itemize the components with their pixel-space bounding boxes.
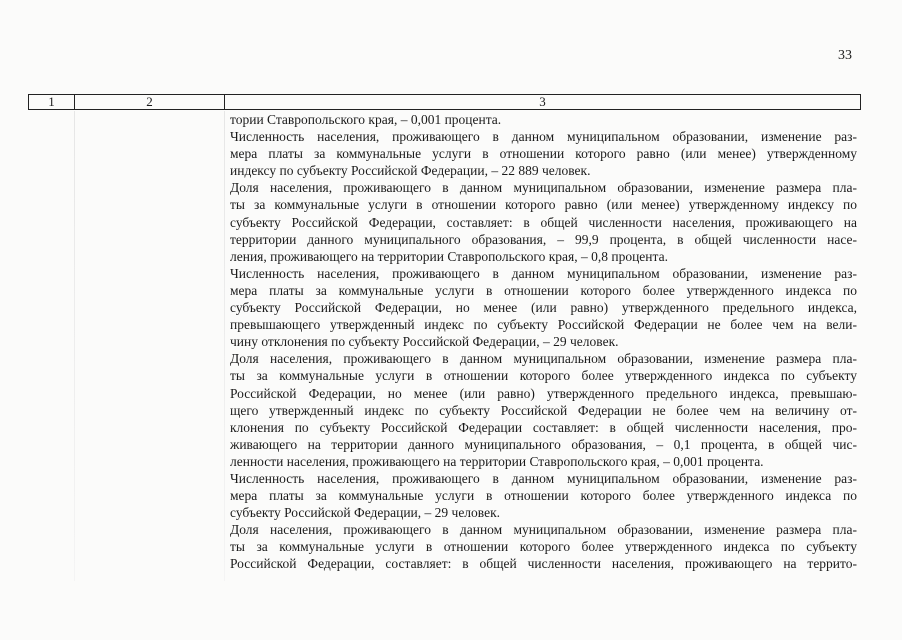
paragraph-line: ления, проживающего на территории Ставропольского края, – 0,8 процента. [230, 248, 668, 264]
paragraph-line: ты за коммунальные услуги в отношении которого более утвержденного индекса по субъекту [230, 368, 857, 384]
document-paragraph [230, 521, 857, 572]
column-header-2: 2 [75, 95, 225, 109]
paragraph-line: ты за коммунальные услуги в отношении которого более утвержденного индекса по субъекту [230, 539, 857, 555]
paragraph-line: клонения по субъекту Российской Федерации составляет: в общей численности населения, про- [230, 419, 857, 435]
paragraph-line: ленности населения, проживающего на территории Ставропольского края, – 0,001 процента. [230, 453, 764, 469]
paragraph-line: щего утвержденный индекс по субъекту Российской Федерации не более чем на величину от- [230, 402, 857, 418]
paragraph-line: субъекту Российской Федерации, составляет: в общей численности населения, проживающего на [230, 214, 857, 230]
table-header-row [28, 94, 861, 110]
paragraph-line: живающего на территории данного муниципального образования, – 0,1 процента, в общей чис- [230, 436, 857, 452]
document-paragraph [230, 350, 857, 470]
paragraph-line: субъекту Российской Федерации, – 29 человек. [230, 505, 501, 521]
column-divider [224, 111, 225, 581]
column-header-3: 3 [539, 94, 546, 109]
paragraph-line: Численность населения, проживающего в данном муниципальном образовании, изменение раз- [230, 265, 857, 281]
document-body-column [230, 111, 857, 573]
paragraph-line: ты за коммунальные услуги в отношении которого равно (или менее) утвержденному индексу по [230, 197, 857, 213]
paragraph-line: Доля населения, проживающего в данном муниципальном образовании, изменение размера пла- [230, 180, 857, 196]
page-number: 33 [838, 48, 852, 63]
paragraph-line: Доля населения, проживающего в данном муниципальном образовании, изменение размера пла- [230, 522, 857, 538]
paragraph-line: Российской Федерации, составляет: в общей численности населения, проживающего на террито- [230, 556, 857, 572]
column-divider [74, 111, 75, 581]
paragraph-line: индексу по субъекту Российской Федерации, – 22 889 человек. [230, 163, 591, 179]
paragraph-line: тории Ставропольского края, – 0,001 процента. [230, 112, 502, 127]
paragraph-line: превышающего утвержденный индекс по субъекту Российской Федерации не более чем на вели- [230, 317, 857, 333]
document-paragraph [230, 128, 857, 179]
document-paragraph [230, 179, 857, 264]
paragraph-line: Численность населения, проживающего в данном муниципальном образовании, изменение раз- [230, 470, 857, 486]
paragraph-line: субъекту Российской Федерации, но менее (или равно) утвержденного предельного индекса, [230, 300, 857, 316]
paragraph-line: мера платы за коммунальные услуги в отношении которого более утвержденного индекса по [230, 282, 857, 298]
paragraph-line: мера платы за коммунальные услуги в отношении которого более утвержденного индекса по [230, 488, 857, 504]
document-paragraph [230, 265, 857, 350]
paragraph-line: территории данного муниципального образования, – 99,9 процента, в общей численности насе- [230, 231, 857, 247]
document-paragraph [230, 111, 857, 128]
document-paragraph [230, 470, 857, 521]
paragraph-line: Российской Федерации, но менее (или равно) утвержденного предельного индекса, превышаю- [230, 385, 857, 401]
column-header-1: 1 [29, 95, 75, 109]
paragraph-line: чину отклонения по субъекту Российской Федерации, – 29 человек. [230, 334, 619, 350]
paragraph-line: Численность населения, проживающего в данном муниципальном образовании, изменение раз- [230, 129, 857, 145]
paragraph-line: Доля населения, проживающего в данном муниципальном образовании, изменение размера пла- [230, 351, 857, 367]
paragraph-line: мера платы за коммунальные услуги в отношении которого равно (или менее) утвержденному [230, 146, 857, 162]
